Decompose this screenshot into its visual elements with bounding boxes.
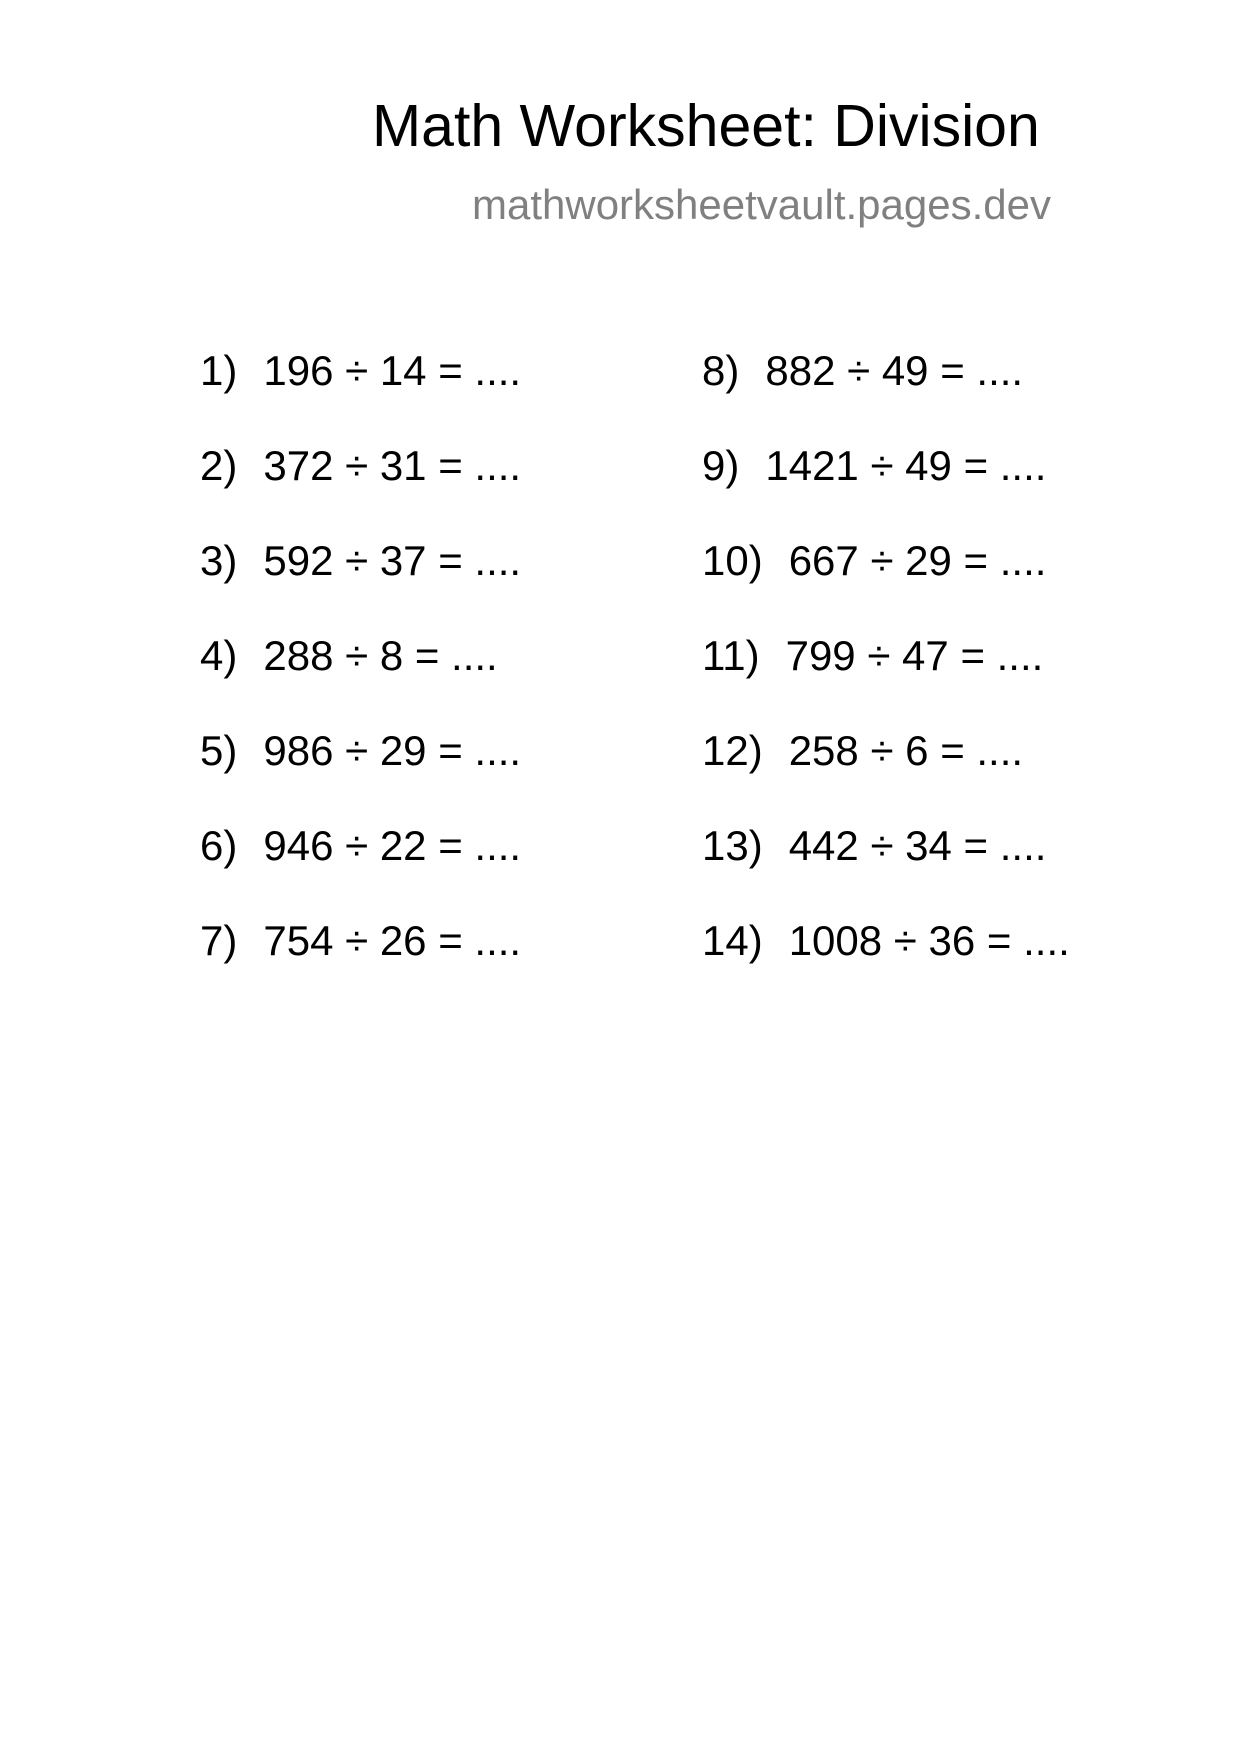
problem-item — [702, 347, 1070, 445]
problem-column-left — [200, 347, 522, 1015]
problem-item — [200, 727, 522, 825]
problem-item — [702, 822, 1070, 920]
problem-expression: 882 ÷ 49 = .... — [765, 347, 1024, 394]
problem-number: 4) — [200, 632, 238, 679]
problem-number: 14) — [702, 917, 763, 964]
problem-number: 8) — [702, 347, 740, 394]
problem-item — [200, 537, 522, 635]
problem-item — [702, 442, 1070, 540]
problem-number: 11) — [702, 632, 760, 679]
problem-expression: 754 ÷ 26 = .... — [263, 917, 522, 964]
problem-expression: 667 ÷ 29 = .... — [788, 537, 1047, 584]
problem-number: 13) — [702, 822, 763, 869]
problem-item — [200, 347, 522, 445]
problem-expression: 196 ÷ 14 = .... — [263, 347, 522, 394]
site-url: mathworksheetvault.pages.dev — [472, 181, 1051, 228]
problem-expression: 288 ÷ 8 = .... — [263, 632, 498, 679]
problem-item — [200, 822, 522, 920]
problem-number: 12) — [702, 727, 763, 774]
problem-number: 9) — [702, 442, 740, 489]
problem-item — [200, 917, 522, 1015]
problem-item — [702, 632, 1070, 730]
problem-number: 5) — [200, 727, 238, 774]
problem-expression: 592 ÷ 37 = .... — [263, 537, 522, 584]
problem-number: 3) — [200, 537, 238, 584]
problem-item — [200, 632, 521, 730]
problem-item — [200, 442, 522, 540]
problem-item — [702, 917, 1070, 1015]
problem-column-right — [702, 347, 1070, 1015]
problem-expression: 258 ÷ 6 = .... — [788, 727, 1024, 774]
problem-expression: 946 ÷ 22 = .... — [263, 822, 522, 869]
problem-number: 10) — [702, 537, 763, 584]
problem-number: 1) — [200, 347, 238, 394]
problem-number: 2) — [200, 442, 238, 489]
problem-number: 6) — [200, 822, 238, 869]
problem-expression: 442 ÷ 34 = .... — [788, 822, 1047, 869]
problem-item — [702, 537, 1070, 635]
problem-item — [702, 727, 1070, 825]
problem-expression: 986 ÷ 29 = .... — [263, 727, 522, 774]
problem-expression: 372 ÷ 31 = .... — [263, 442, 522, 489]
problem-number: 7) — [200, 917, 238, 964]
problem-expression: 1421 ÷ 49 = .... — [765, 442, 1047, 489]
problem-expression: 1008 ÷ 36 = .... — [788, 917, 1070, 964]
problem-expression: 799 ÷ 47 = .... — [785, 632, 1044, 679]
page-title: Math Worksheet: Division — [372, 93, 1040, 159]
